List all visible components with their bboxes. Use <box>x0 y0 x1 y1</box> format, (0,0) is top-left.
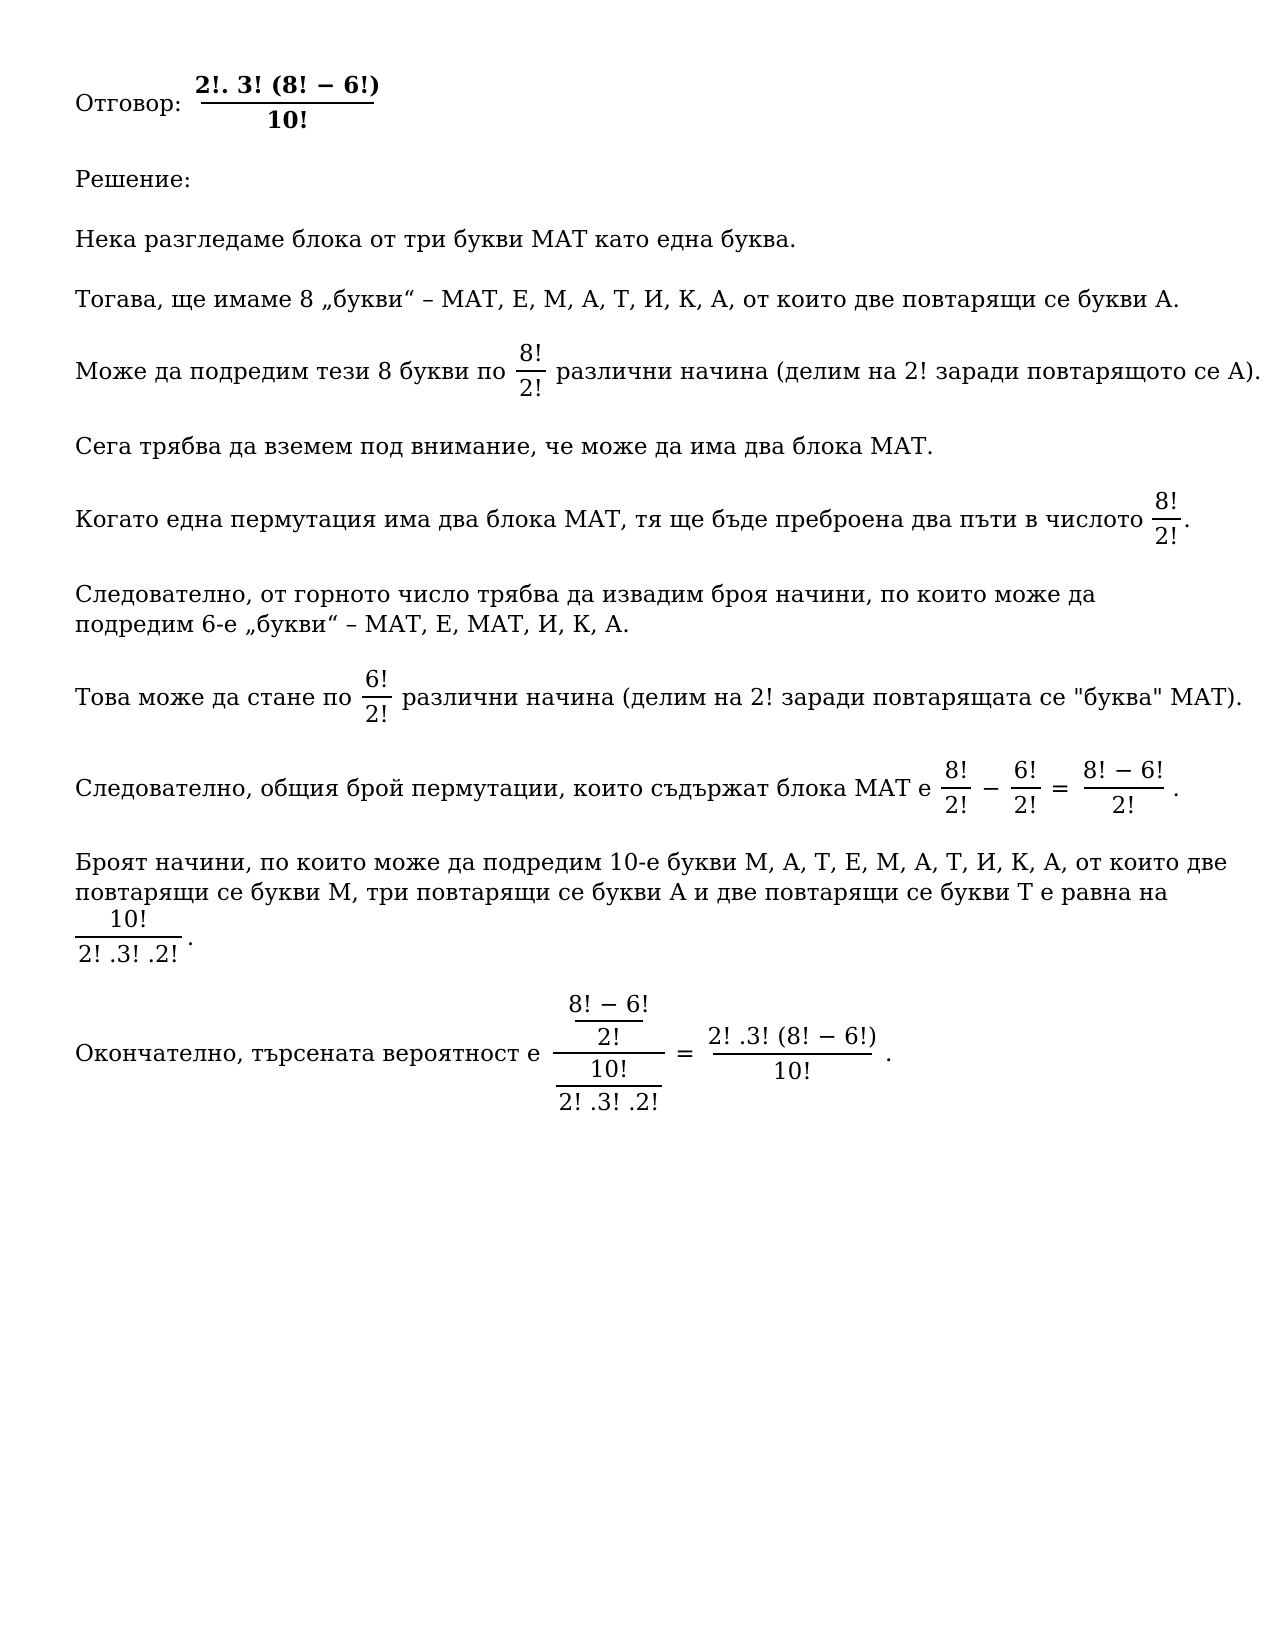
fraction-denominator: 2! <box>941 787 971 820</box>
compound-fraction-denominator <box>553 1052 666 1116</box>
result-fraction <box>705 1023 880 1086</box>
inner-bottom-denominator: 2! .3! .2! <box>556 1085 663 1116</box>
paragraph-9-text-after: . <box>186 924 195 951</box>
paragraph-3-text-before: Може да подредим тези 8 букви по <box>75 358 507 385</box>
answer-numerator: 2!. 3! (8! − 6!) <box>194 72 381 99</box>
equals-sign: = <box>1050 775 1070 802</box>
paragraph-10 <box>75 992 892 1116</box>
fraction-10-over-product <box>75 906 182 969</box>
answer-label: Отговор: <box>75 90 182 117</box>
fraction-6-over-2 <box>1011 757 1041 820</box>
paragraph-7 <box>75 666 1243 729</box>
solution-label: Решение: <box>75 167 192 193</box>
answer-denominator: 10! <box>201 102 373 135</box>
paragraph-8-text-after: . <box>1172 775 1180 802</box>
fraction-difference-over-2 <box>1080 757 1168 820</box>
answer-fraction <box>192 72 383 135</box>
fraction-denominator: 2! <box>1152 518 1182 551</box>
fraction-8-over-2 <box>516 340 546 403</box>
paragraph-5-text-after: . <box>1183 506 1191 533</box>
fraction-numerator: 8! <box>944 758 969 784</box>
fraction-numerator: 8! − 6! <box>1082 758 1165 784</box>
paragraph-5 <box>75 488 1191 551</box>
inner-fraction-top <box>565 992 653 1051</box>
fraction-6-over-2 <box>362 666 392 729</box>
inner-top-denominator: 2! <box>575 1020 643 1051</box>
fraction-8-over-2 <box>941 757 971 820</box>
fraction-8-over-2 <box>1152 488 1182 551</box>
inner-fraction-bottom <box>556 1057 663 1116</box>
paragraph-1: Нека разгледаме блока от три букви МАТ като една буква. <box>75 227 797 253</box>
paragraph-10-text-before: Окончателно, търсената вероятност е <box>75 1041 541 1067</box>
fraction-numerator: 10! <box>109 907 148 933</box>
paragraph-3-text-after: различни начина (делим на 2! заради повтарящото се А). <box>555 358 1262 385</box>
answer-line <box>75 72 388 135</box>
paragraph-6-line-1: Следователно, от горното число трябва да извадим броя начини, по които може да <box>75 582 1096 608</box>
paragraph-9-line-2: повтарящи се букви М, три повтарящи се букви А и две повтарящи се букви Т е равна на <box>75 880 1168 906</box>
equals-sign: = <box>675 1041 695 1067</box>
minus-sign: − <box>981 775 1001 802</box>
paragraph-4: Сега трябва да вземем под внимание, че може да има два блока МАТ. <box>75 434 934 460</box>
compound-fraction-numerator <box>562 992 656 1052</box>
fraction-numerator: 6! <box>1013 758 1038 784</box>
fraction-numerator: 6! <box>364 667 389 693</box>
fraction-denominator: 2! <box>516 370 546 403</box>
result-numerator: 2! .3! (8! − 6!) <box>707 1023 877 1050</box>
paragraph-2: Тогава, ще имаме 8 „букви“ – МАТ, Е, М, А, Т, И, К, А, от които две повтарящи се букви А. <box>75 287 1180 313</box>
fraction-denominator: 2! <box>362 696 392 729</box>
result-denominator: 10! <box>713 1053 872 1086</box>
paragraph-7-text-after: различни начина (делим на 2! заради повтарящата се "буква" МАТ). <box>401 684 1243 711</box>
fraction-denominator: 2! <box>1084 787 1164 820</box>
paragraph-5-text-before: Когато една пермутация има два блока МАТ, тя ще бъде преброена два пъти в числото <box>75 506 1144 533</box>
fraction-numerator: 8! <box>519 341 543 367</box>
paragraph-6-line-2: подредим 6-е „букви“ – МАТ, Е, МАТ, И, К, А. <box>75 612 630 638</box>
fraction-numerator: 8! <box>1154 489 1179 515</box>
paragraph-8 <box>75 757 1180 820</box>
compound-fraction <box>553 992 666 1116</box>
fraction-denominator: 2! .3! .2! <box>75 936 182 969</box>
paragraph-8-text-before: Следователно, общия брой пермутации, които съдържат блока МАТ е <box>75 775 932 802</box>
paragraph-9-fraction-line <box>75 906 194 969</box>
inner-top-numerator: 8! − 6! <box>568 992 650 1018</box>
inner-bottom-numerator: 10! <box>589 1057 629 1083</box>
paragraph-3 <box>75 340 1261 403</box>
paragraph-10-text-after: . <box>884 1041 893 1067</box>
fraction-denominator: 2! <box>1011 787 1041 820</box>
paragraph-7-text-before: Това може да стане по <box>75 684 352 711</box>
paragraph-9-line-1: Броят начини, по които може да подредим 10-е букви М, А, Т, Е, М, А, Т, И, К, А, от които две <box>75 850 1228 876</box>
